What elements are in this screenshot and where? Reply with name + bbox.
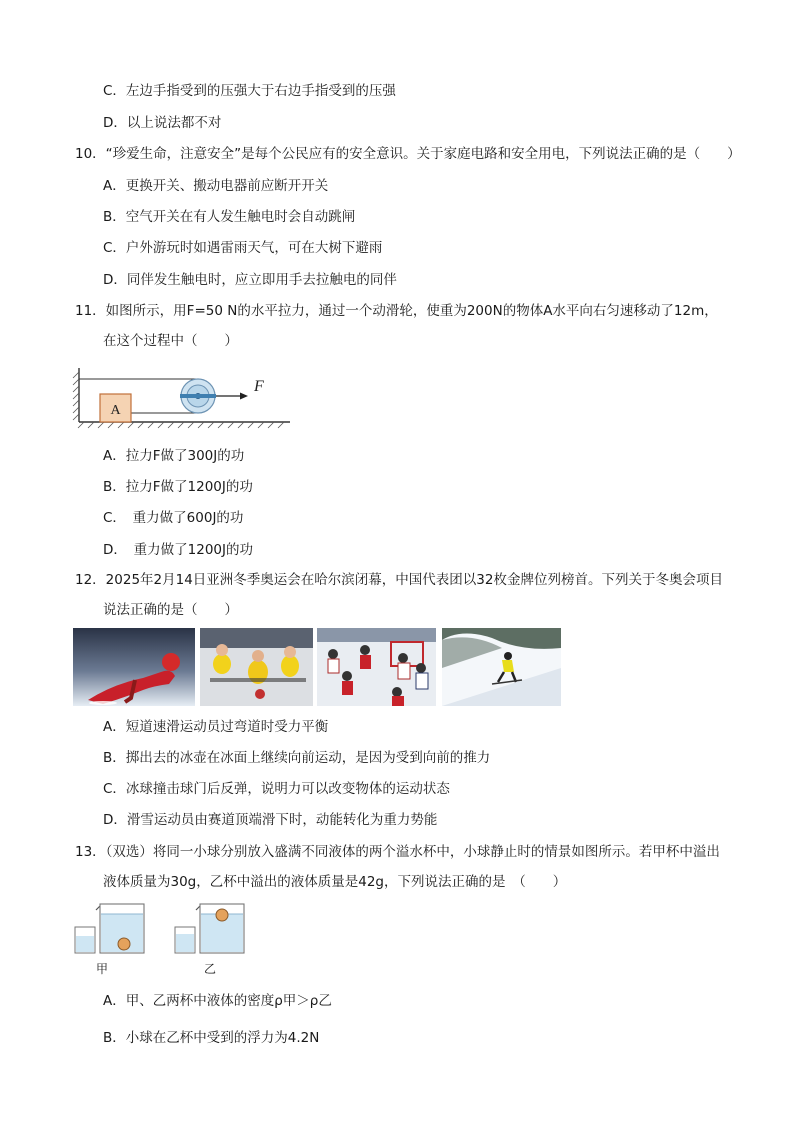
q10-option-a: A．更换开关、搬动电器前应断开开关 — [103, 178, 329, 194]
q13-stem-line2: 液体质量为30g，乙杯中溢出的液体质量是42g，下列说法正确的是 （ ） — [103, 874, 567, 890]
q9-option-c: C．左边手指受到的压强大于右边手指受到的压强 — [103, 83, 396, 99]
pulley-diagram — [70, 364, 295, 430]
q11-option-c: C． 重力做了600J的功 — [103, 510, 244, 526]
q9-option-d: D．以上说法都不对 — [103, 115, 222, 131]
speed-skating-photo — [73, 628, 195, 706]
q10-stem: 10．“珍爱生命，注意安全”是每个公民应有的安全意识。关于家庭电路和安全用电，下列说法正确的是（ ） — [75, 146, 741, 162]
q12-option-b: B．掷出去的冰壶在冰面上继续向前运动，是因为受到向前的推力 — [103, 750, 491, 766]
q11-option-a: A．拉力F做了300J的功 — [103, 448, 245, 464]
cup-label-yi: 乙 — [204, 962, 217, 976]
q10-option-d: D．同伴发生触电时，应立即用手去拉触电的同伴 — [103, 272, 397, 288]
block-a-label: A — [110, 403, 121, 418]
q10-option-b: B．空气开关在有人发生触电时会自动跳闸 — [103, 209, 356, 225]
q11-stem-line1: 11．如图所示，用F=50 N的水平拉力，通过一个动滑轮，使重为200N的物体A水平向右匀速移动了12m， — [75, 303, 718, 319]
ice-hockey-photo — [317, 628, 436, 706]
q10-option-c: C．户外游玩时如遇雷雨天气，可在大树下避雨 — [103, 240, 383, 256]
overflow-cups-diagram — [72, 900, 252, 960]
q12-option-d: D．滑雪运动员由赛道顶端滑下时，动能转化为重力势能 — [103, 812, 438, 828]
cup-label-jia: 甲 — [96, 962, 109, 976]
q12-stem-line2: 说法正确的是（ ） — [103, 602, 238, 618]
force-label: F — [254, 378, 264, 395]
q12-option-a: A．短道速滑运动员过弯道时受力平衡 — [103, 719, 329, 735]
curling-photo — [200, 628, 313, 706]
q13-stem-line1: 13．（双选）将同一小球分别放入盛满不同液体的两个溢水杯中，小球静止时的情景如图所示。若甲杯中溢出 — [75, 844, 720, 860]
q13-option-b: B．小球在乙杯中受到的浮力为4.2N — [103, 1030, 320, 1046]
q12-option-c: C．冰球撞击球门后反弹，说明力可以改变物体的运动状态 — [103, 781, 450, 797]
q13-option-a: A．甲、乙两杯中液体的密度ρ甲＞ρ乙 — [103, 993, 332, 1009]
q11-option-d: D． 重力做了1200J的功 — [103, 542, 253, 558]
skiing-photo — [442, 628, 561, 706]
q11-stem-line2: 在这个过程中（ ） — [103, 333, 238, 349]
q11-option-b: B．拉力F做了1200J的功 — [103, 479, 253, 495]
q12-stem-line1: 12．2025年2月14日亚洲冬季奥运会在哈尔滨闭幕，中国代表团以32枚金牌位列榜首。下列关于冬奥会项目 — [75, 572, 723, 588]
